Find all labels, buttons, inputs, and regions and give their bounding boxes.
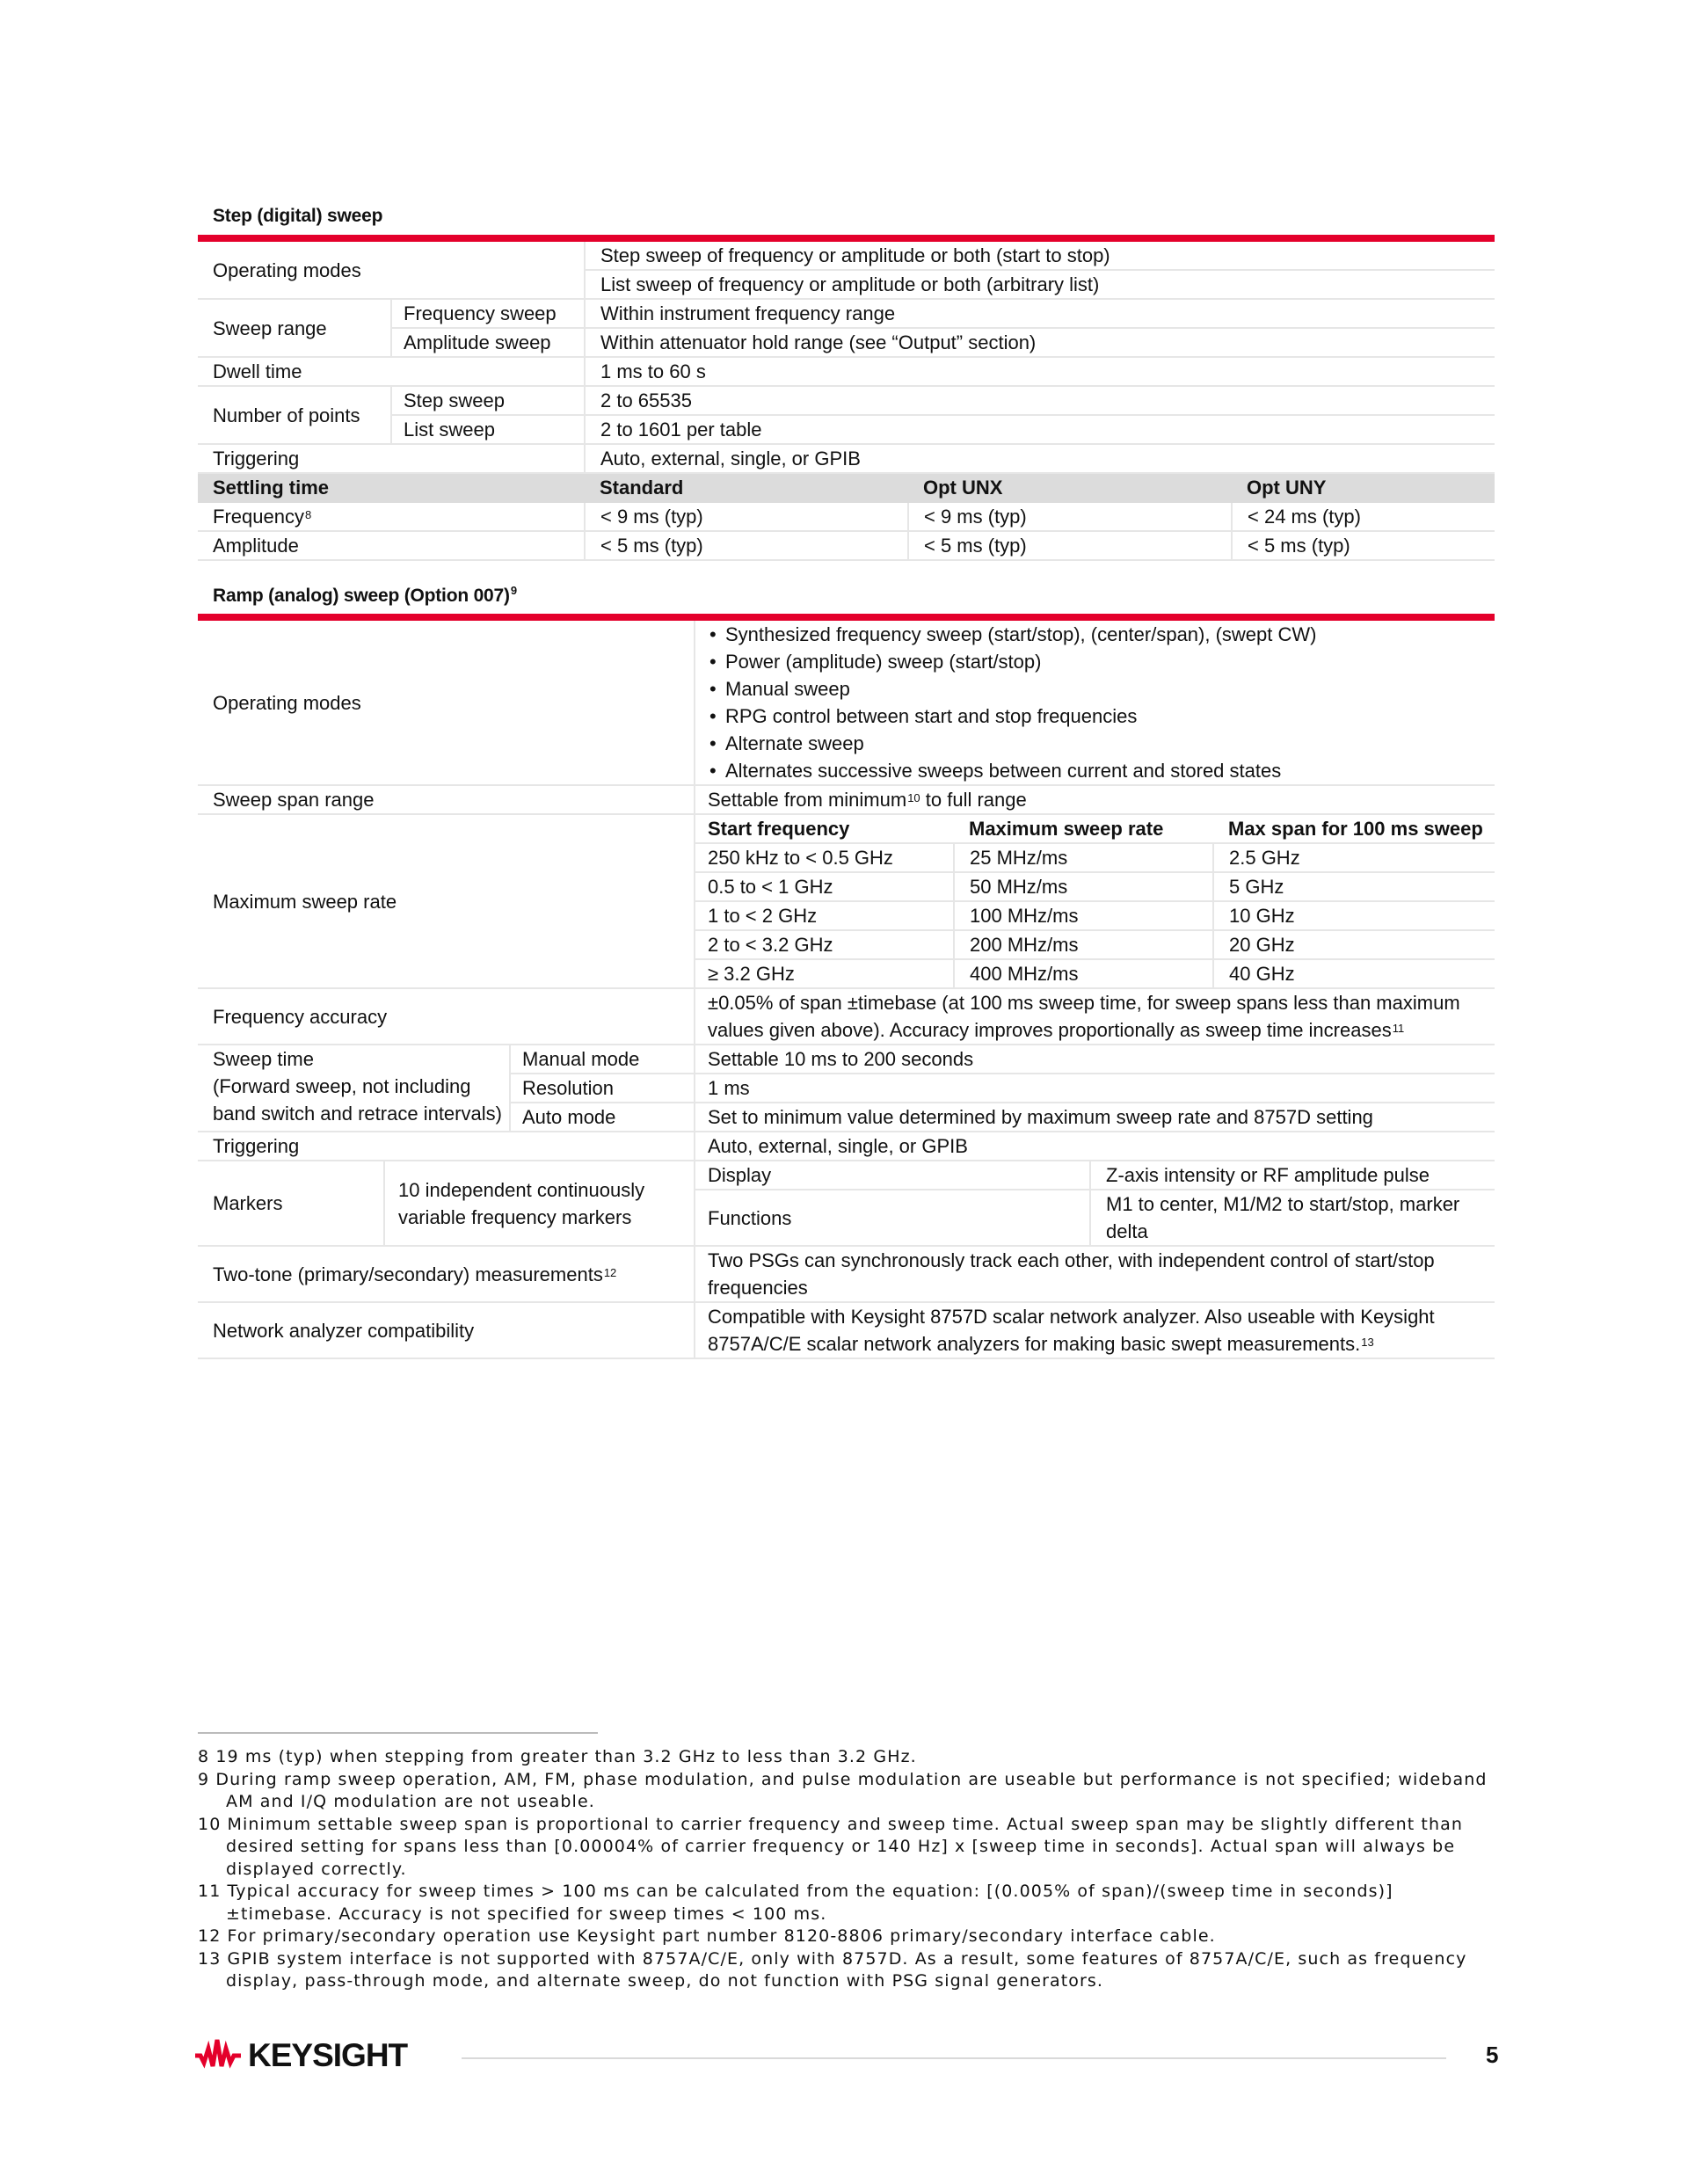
operating-modes-list bbox=[708, 621, 1484, 784]
page-number: 5 bbox=[1486, 2042, 1499, 2068]
footer-divider bbox=[462, 2057, 1446, 2059]
text-line: (Forward sweep, not including bbox=[213, 1075, 471, 1097]
cell-value: ≥ 3.2 GHz bbox=[695, 959, 954, 988]
footnote-number: 8 bbox=[198, 1747, 210, 1766]
cell-value bbox=[695, 1302, 1495, 1358]
list-item: • Alternate sweep bbox=[708, 730, 1484, 757]
text-line bbox=[708, 1330, 1484, 1358]
sub-label: Amplitude sweep bbox=[391, 328, 585, 357]
footnote-ref: 11 bbox=[1392, 1022, 1405, 1035]
cell-value: 200 MHz/ms bbox=[954, 930, 1213, 959]
table-row bbox=[198, 785, 1495, 814]
row-label bbox=[198, 1045, 510, 1132]
sub-label: Frequency sweep bbox=[391, 299, 585, 328]
cell-value: 20 GHz bbox=[1213, 930, 1495, 959]
row-label: Triggering bbox=[198, 1132, 695, 1161]
text-line: frequencies bbox=[708, 1277, 808, 1299]
table-row bbox=[198, 502, 1495, 531]
ramp-sweep-title bbox=[213, 586, 517, 607]
cell-value: < 5 ms (typ) bbox=[908, 531, 1232, 560]
text-line: Sweep time bbox=[213, 1048, 314, 1070]
sub-label: Manual mode bbox=[510, 1045, 695, 1074]
cell-value bbox=[695, 621, 1495, 785]
row-label: Markers bbox=[198, 1161, 384, 1246]
span-range-pre: Settable from minimum bbox=[708, 789, 907, 811]
row-label: Sweep span range bbox=[198, 785, 695, 814]
cell-value: Auto, external, single, or GPIB bbox=[695, 1132, 1495, 1161]
table-row bbox=[198, 1246, 1495, 1302]
header-cell: Settling time bbox=[198, 473, 585, 502]
table-row bbox=[198, 531, 1495, 560]
footnote bbox=[198, 1881, 1495, 1926]
table-row bbox=[198, 1302, 1495, 1358]
cell-value: < 9 ms (typ) bbox=[908, 502, 1232, 531]
footnote bbox=[198, 1814, 1495, 1882]
list-item: • Power (amplitude) sweep (start/stop) bbox=[708, 648, 1484, 675]
cell-value: Auto, external, single, or GPIB bbox=[585, 444, 1495, 473]
cell-value: 40 GHz bbox=[1213, 959, 1495, 988]
cell-value: Settable 10 ms to 200 seconds bbox=[695, 1045, 1495, 1074]
cell-value bbox=[1090, 1190, 1495, 1246]
table-row bbox=[198, 242, 1495, 270]
sub-label: Auto mode bbox=[510, 1103, 695, 1132]
cell-value: 5 GHz bbox=[1213, 872, 1495, 901]
cell-value: < 9 ms (typ) bbox=[585, 502, 908, 531]
header-cell: Standard bbox=[585, 473, 908, 502]
table-row bbox=[198, 1132, 1495, 1161]
two-tone-label: Two-tone (primary/secondary) measurements bbox=[213, 1263, 603, 1285]
footnote bbox=[198, 1926, 1495, 1948]
footnote-ref: 13 bbox=[1361, 1336, 1374, 1349]
frequency-label: Frequency bbox=[213, 506, 304, 528]
cell-value: 400 MHz/ms bbox=[954, 959, 1213, 988]
list-item: • Manual sweep bbox=[708, 675, 1484, 703]
row-label bbox=[198, 502, 585, 531]
cell-value: 10 GHz bbox=[1213, 901, 1495, 930]
row-label: Dwell time bbox=[198, 357, 585, 386]
step-sweep-title: Step (digital) sweep bbox=[213, 206, 383, 226]
cell-value: Within instrument frequency range bbox=[585, 299, 1495, 328]
text-line: Two PSGs can synchronously track each other, with independent control of start/stop bbox=[708, 1249, 1435, 1271]
cell-value: 0.5 to < 1 GHz bbox=[695, 872, 954, 901]
span-range-post: to full range bbox=[920, 789, 1027, 811]
cell-value: 2 to 65535 bbox=[585, 386, 1495, 415]
table-row bbox=[198, 1045, 1495, 1074]
footnote-text: During ramp sweep operation, AM, FM, phase modulation, and pulse modulation are useable but performance is not specified; wideband AM and I/Q modulation are not useable. bbox=[215, 1769, 1488, 1811]
footnote-number: 12 bbox=[198, 1926, 222, 1946]
cell-value: 100 MHz/ms bbox=[954, 901, 1213, 930]
cell-value: 1 to < 2 GHz bbox=[695, 901, 954, 930]
text-line: ±0.05% of span ±timebase (at 100 ms sweep time, for sweep spans less than maximum bbox=[708, 992, 1460, 1014]
text-line: delta bbox=[1106, 1220, 1148, 1242]
sub-label: Display bbox=[695, 1161, 1090, 1190]
ramp-sweep-table bbox=[198, 621, 1495, 1359]
keysight-wave-icon bbox=[193, 2036, 243, 2076]
cell-value bbox=[695, 785, 1495, 814]
cell-value: Z-axis intensity or RF amplitude pulse bbox=[1090, 1161, 1495, 1190]
cell-value: < 5 ms (typ) bbox=[585, 531, 908, 560]
footnote-ref: 10 bbox=[907, 791, 920, 804]
cell-value: 25 MHz/ms bbox=[954, 843, 1213, 872]
header-cell: Maximum sweep rate bbox=[954, 814, 1213, 843]
text-line: 10 independent continuously bbox=[398, 1178, 645, 1201]
row-label: Maximum sweep rate bbox=[198, 814, 695, 988]
header-cell: Opt UNY bbox=[1232, 473, 1495, 502]
text-line: M1 to center, M1/M2 to start/stop, marker bbox=[1106, 1193, 1460, 1215]
cell-value bbox=[695, 988, 1495, 1045]
ramp-sweep-red-rule bbox=[198, 614, 1495, 621]
row-label: Operating modes bbox=[198, 621, 695, 785]
table-row bbox=[198, 415, 1495, 444]
row-label: Frequency accuracy bbox=[198, 988, 695, 1045]
markers-description bbox=[384, 1161, 695, 1246]
table-row bbox=[198, 988, 1495, 1045]
sub-label: Resolution bbox=[510, 1074, 695, 1103]
footnote bbox=[198, 1948, 1495, 1993]
footnote-number: 13 bbox=[198, 1948, 222, 1969]
table-row bbox=[198, 357, 1495, 386]
row-label: Network analyzer compatibility bbox=[198, 1302, 695, 1358]
footnote-text: Typical accuracy for sweep times > 100 ms can be calculated from the equation: [(0.005% of span)/(sweep time in seconds)] ±timebase. Accuracy is not specified for sweep times < 100 ms. bbox=[226, 1882, 1393, 1924]
footnote-divider bbox=[198, 1732, 598, 1734]
text-line-content: 8757A/C/E scalar network analyzers for making basic swept measurements. bbox=[708, 1333, 1361, 1355]
footnote-number: 10 bbox=[198, 1814, 222, 1834]
cell-value bbox=[695, 1246, 1495, 1302]
list-item: • Synthesized frequency sweep (start/stop), (center/span), (swept CW) bbox=[708, 621, 1484, 648]
cell-value: 2 to < 3.2 GHz bbox=[695, 930, 954, 959]
header-cell: Opt UNX bbox=[908, 473, 1232, 502]
keysight-logo bbox=[193, 2038, 407, 2073]
row-label bbox=[198, 1246, 695, 1302]
text-line: variable frequency markers bbox=[398, 1205, 632, 1228]
table-row bbox=[198, 814, 1495, 843]
list-item: • Alternates successive sweeps between current and stored states bbox=[708, 757, 1484, 784]
cell-value: Step sweep of frequency or amplitude or both (start to stop) bbox=[585, 242, 1495, 270]
step-sweep-red-rule bbox=[198, 235, 1495, 242]
footnote-ref: 9 bbox=[510, 584, 517, 597]
footnote-ref: 8 bbox=[304, 508, 312, 521]
cell-value: List sweep of frequency or amplitude or both (arbitrary list) bbox=[585, 270, 1495, 299]
sub-label: Functions bbox=[695, 1190, 1090, 1246]
cell-value: < 5 ms (typ) bbox=[1232, 531, 1495, 560]
footnote-text: 19 ms (typ) when stepping from greater than 3.2 GHz to less than 3.2 GHz. bbox=[215, 1747, 917, 1766]
row-label: Triggering bbox=[198, 444, 585, 473]
step-sweep-table bbox=[198, 242, 1495, 561]
header-cell: Start frequency bbox=[695, 814, 954, 843]
footnote-number: 9 bbox=[198, 1769, 210, 1789]
list-item: • RPG control between start and stop frequencies bbox=[708, 703, 1484, 730]
footnote bbox=[198, 1769, 1495, 1814]
text-line: Compatible with Keysight 8757D scalar network analyzer. Also useable with Keysight bbox=[708, 1306, 1435, 1328]
cell-value: 2.5 GHz bbox=[1213, 843, 1495, 872]
cell-value: 50 MHz/ms bbox=[954, 872, 1213, 901]
table-row bbox=[198, 386, 1495, 415]
row-label: Operating modes bbox=[198, 242, 585, 299]
ramp-sweep-title-text: Ramp (analog) sweep (Option 007) bbox=[213, 586, 510, 606]
table-row bbox=[198, 444, 1495, 473]
footnote-number: 11 bbox=[198, 1882, 222, 1901]
text-line: band switch and retrace intervals) bbox=[213, 1103, 502, 1125]
text-line-content: values given above). Accuracy improves proportionally as sweep time increases bbox=[708, 1019, 1392, 1041]
sub-label: Step sweep bbox=[391, 386, 585, 415]
table-row bbox=[198, 621, 1495, 785]
cell-value: 1 ms to 60 s bbox=[585, 357, 1495, 386]
cell-value: 1 ms bbox=[695, 1074, 1495, 1103]
footnote-text: GPIB system interface is not supported with 8757A/C/E, only with 8757D. As a result, some features of 8757A/C/E, such as frequency display, pass-through mode, and alternate sweep, do not function with PSG signal generators. bbox=[226, 1948, 1467, 1991]
brand-name: KEYSIGHT bbox=[248, 2037, 408, 2073]
table-row bbox=[198, 328, 1495, 357]
table-row bbox=[198, 299, 1495, 328]
row-label: Number of points bbox=[198, 386, 391, 444]
footnotes bbox=[198, 1746, 1495, 1993]
row-label: Amplitude bbox=[198, 531, 585, 560]
row-label: Sweep range bbox=[198, 299, 391, 357]
cell-value: < 24 ms (typ) bbox=[1232, 502, 1495, 531]
cell-value: 250 kHz to < 0.5 GHz bbox=[695, 843, 954, 872]
footnote-ref: 12 bbox=[603, 1265, 617, 1279]
sub-label: List sweep bbox=[391, 415, 585, 444]
header-cell: Max span for 100 ms sweep bbox=[1213, 814, 1495, 843]
cell-value: Within attenuator hold range (see “Output” section) bbox=[585, 328, 1495, 357]
table-row bbox=[198, 1161, 1495, 1190]
cell-value: Set to minimum value determined by maximum sweep rate and 8757D setting bbox=[695, 1103, 1495, 1132]
footnote bbox=[198, 1746, 1495, 1769]
cell-value: 2 to 1601 per table bbox=[585, 415, 1495, 444]
footnote-text: Minimum settable sweep span is proportional to carrier frequency and sweep time. Actual sweep span may be slightly different than desired setting for spans less than [0.00004% of carrier frequency or 140 Hz] x [sweep time in seconds]. Actual span will always be displayed correctly. bbox=[226, 1814, 1463, 1879]
text-line bbox=[708, 1016, 1484, 1044]
settling-header-row bbox=[198, 473, 1495, 502]
footnote-text: For primary/secondary operation use Keysight part number 8120-8806 primary/secondary interface cable. bbox=[227, 1926, 1216, 1946]
